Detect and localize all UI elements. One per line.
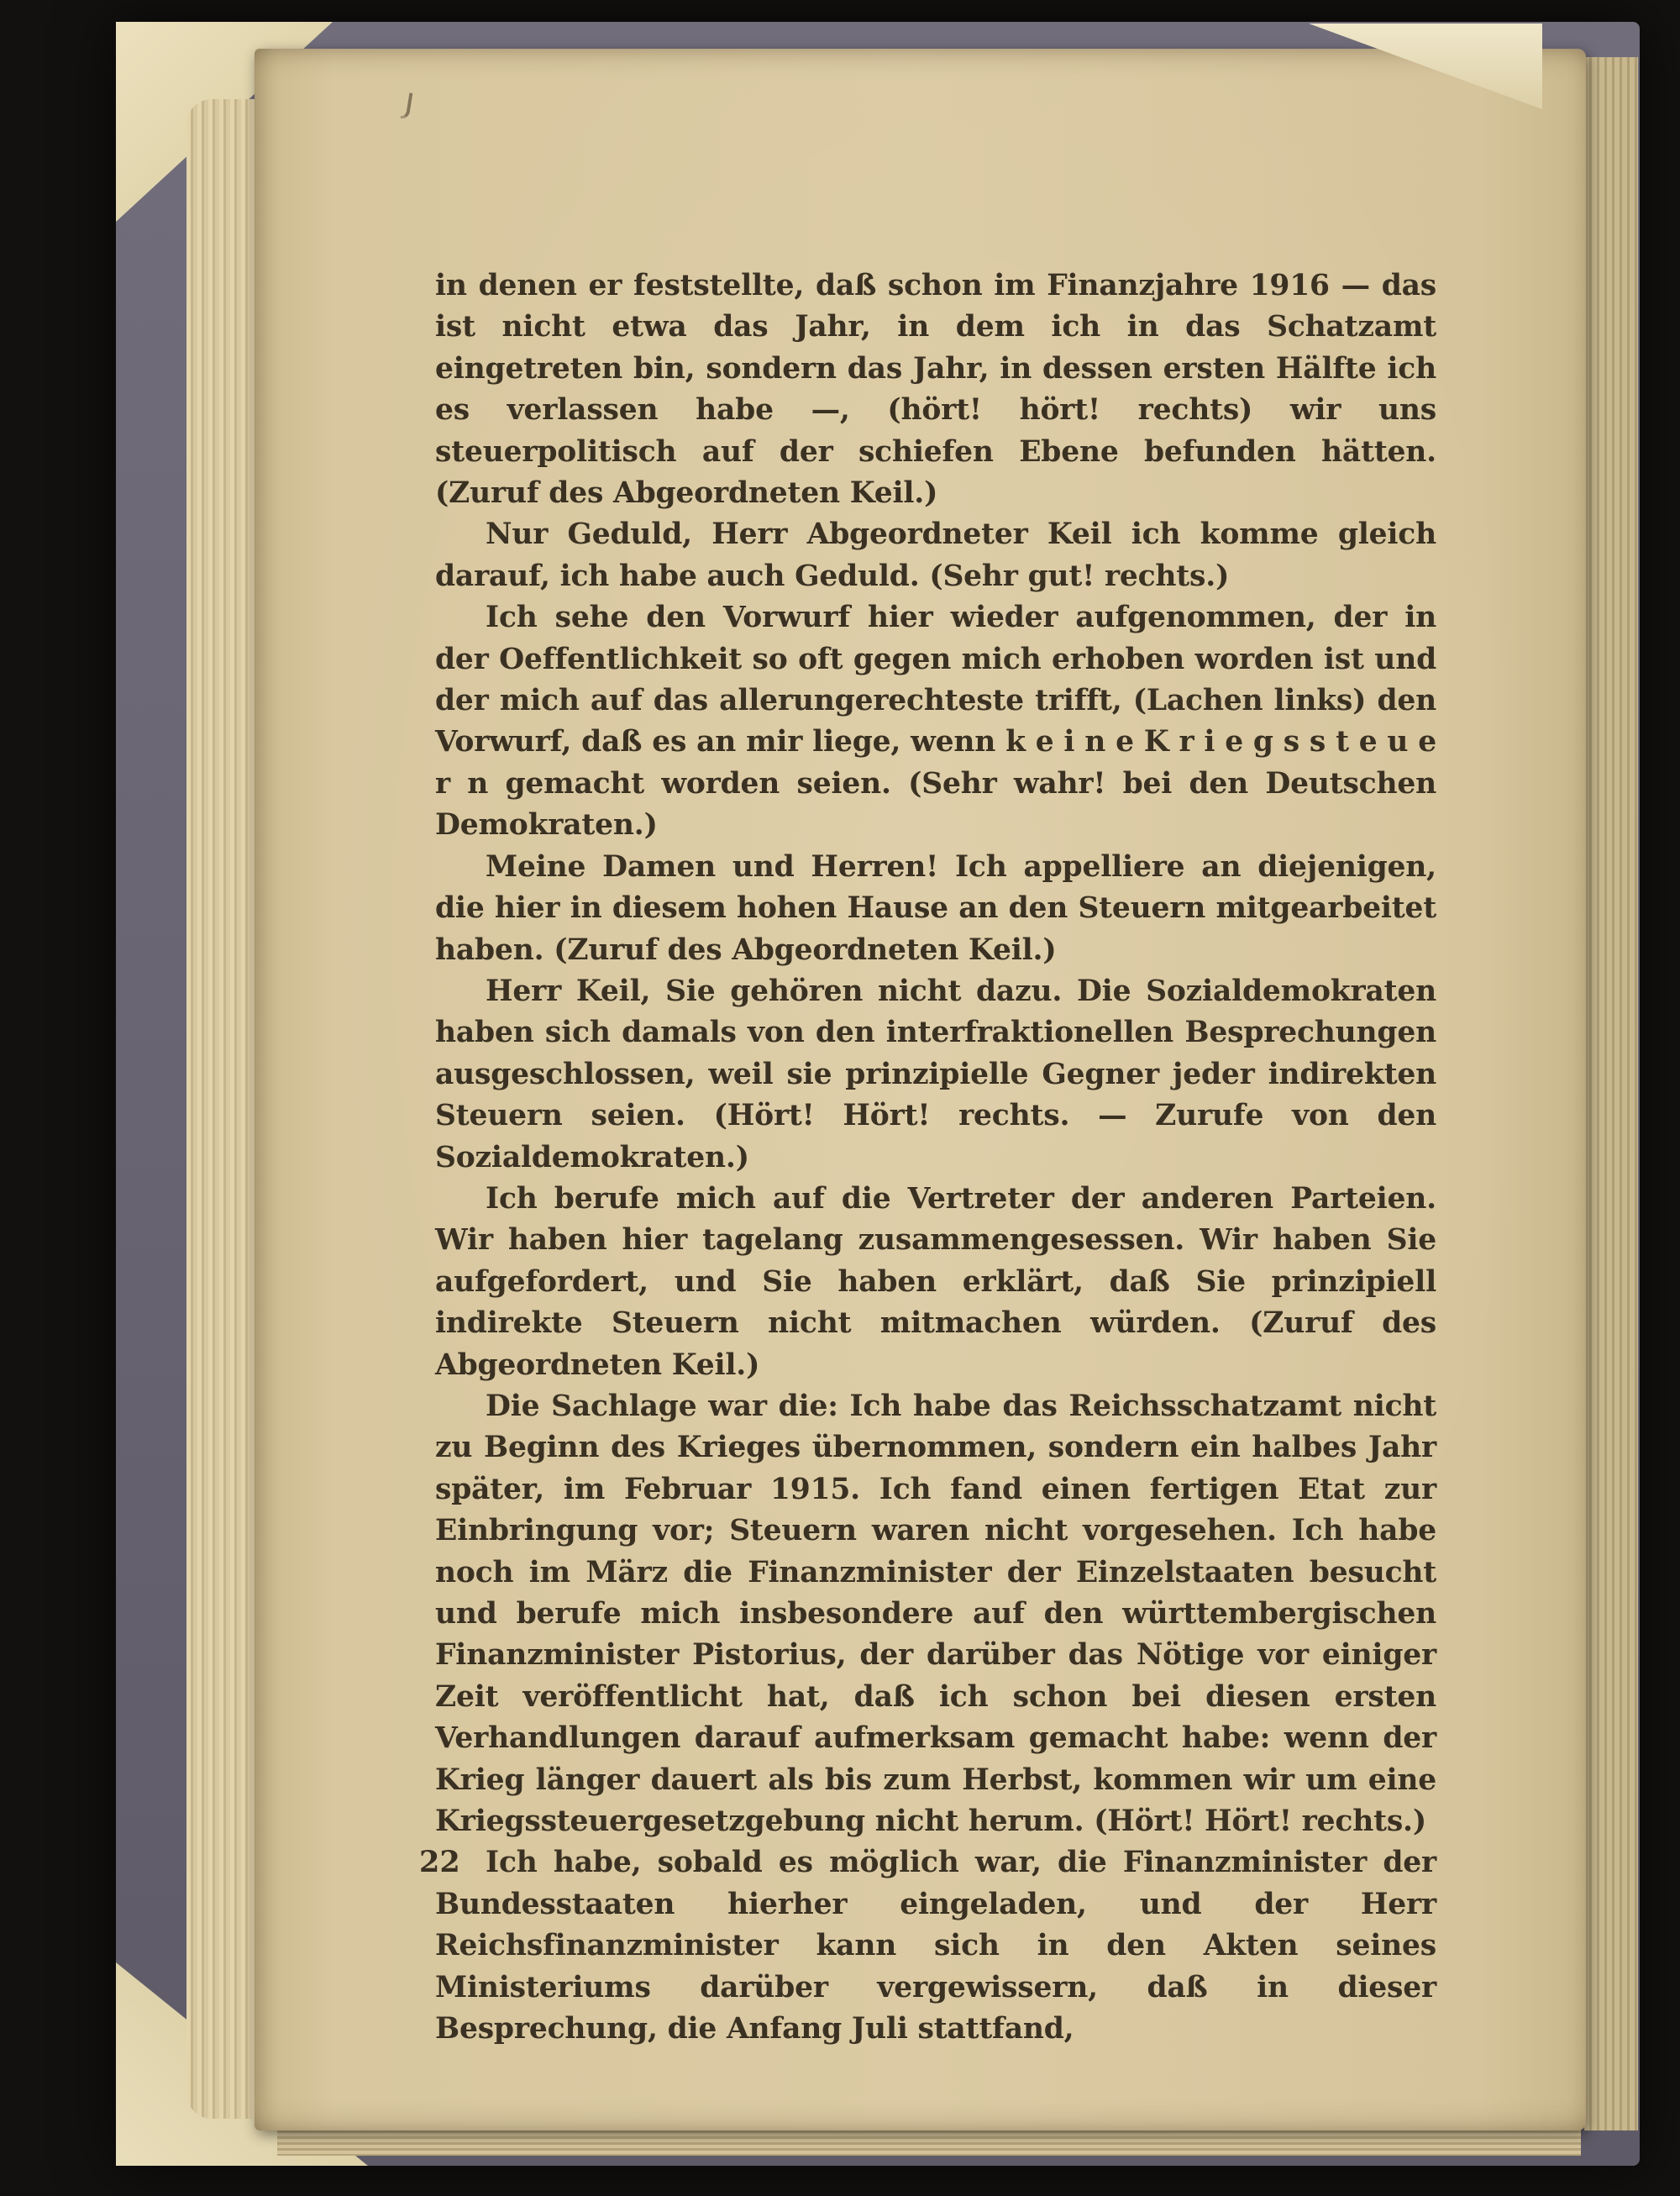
paragraph: Ich habe, sobald es möglich war, die Finanzminister der Bundesstaaten hierher eingeladen, und der Herr Reichsfinanzminister kann sich in den Akten seines Ministeriums darüber vergewissern, daß in dieser Besprechung, die Anfang Juli stattfand,: [435, 1846, 1436, 2046]
page-edges-bottom: [277, 2127, 1581, 2156]
paragraph: Ich berufe mich auf die Vertreter der anderen Parteien. Wir haben hier tagelang zusammengesessen. Wir haben Sie aufgefordert, und Sie haben erklärt, daß Sie prinzipiell indirekte Steuern nicht mitmachen würden. (Zuruf des Abgeordneten Keil.): [435, 1181, 1436, 1382]
paragraph: Herr Keil, Sie gehören nicht dazu. Die Sozialdemokraten haben sich damals von den interfraktionellen Besprechungen ausgeschlossen, weil sie prinzipielle Gegner jeder indirekten Steuern seien. (Hört! Hört! rechts. — Zurufe von den Sozialdemokraten.): [435, 974, 1436, 1174]
paragraph: Nur Geduld, Herr Abgeordneter Keil ich komme gleich darauf, ich habe auch Geduld. (Sehr gut! rechts.): [435, 517, 1436, 593]
page-number: 22: [419, 1845, 460, 1879]
paragraph: Ich sehe den Vorwurf hier wieder aufgenommen, der in der Oeffentlichkeit so oft gegen mich erhoben worden ist und der mich auf das allerungerechteste trifft, (Lachen links) den Vorwurf, daß es an mir liege, wenn k e i n e K r i e g s s t e u e r n gemacht worden seien. (Sehr wahr! bei den Deutschen Demokraten.): [435, 601, 1436, 843]
book-page: [255, 49, 1586, 2130]
text-block: [435, 265, 1436, 2050]
stray-ink-mark: [401, 92, 413, 119]
paragraph: Meine Damen und Herren! Ich appelliere an diejenigen, die hier in diesem hohen Hause an den Steuern mitgearbeitet haben. (Zuruf des Abgeordneten Keil.): [435, 849, 1436, 967]
page-edges-right: [1584, 57, 1638, 2130]
paragraph: Die Sachlage war die: Ich habe das Reichsschatzamt nicht zu Beginn des Krieges übernommen, sondern ein halbes Jahr später, im Februar 1915. Ich fand einen fertigen Etat zur Einbringung vor; Steuern waren nicht vorgesehen. Ich habe noch im März die Finanzminister der Einzelstaaten besucht und berufe mich insbesondere auf den württembergischen Finanzminister Pistorius, der darüber das Nötige vor einiger Zeit veröffentlicht hat, daß ich schon bei diesen ersten Verhandlungen darauf aufmerksam gemacht habe: wenn der Krieg länger dauert als bis zum Herbst, kommen wir um eine Kriegssteuergesetzgebung nicht herum. (Hört! Hört! rechts.): [435, 1389, 1436, 1839]
paragraph: in denen er feststellte, daß schon im Finanzjahre 1916 — das ist nicht etwa das Jahr, in dem ich in das Schatzamt eingetreten bin, sondern das Jahr, in dessen ersten Hälfte ich es verlassen habe —, (hört! hört! rechts) wir uns steuerpolitisch auf der schiefen Ebene befunden hätten. (Zuruf des Abgeordneten Keil.): [435, 269, 1436, 511]
